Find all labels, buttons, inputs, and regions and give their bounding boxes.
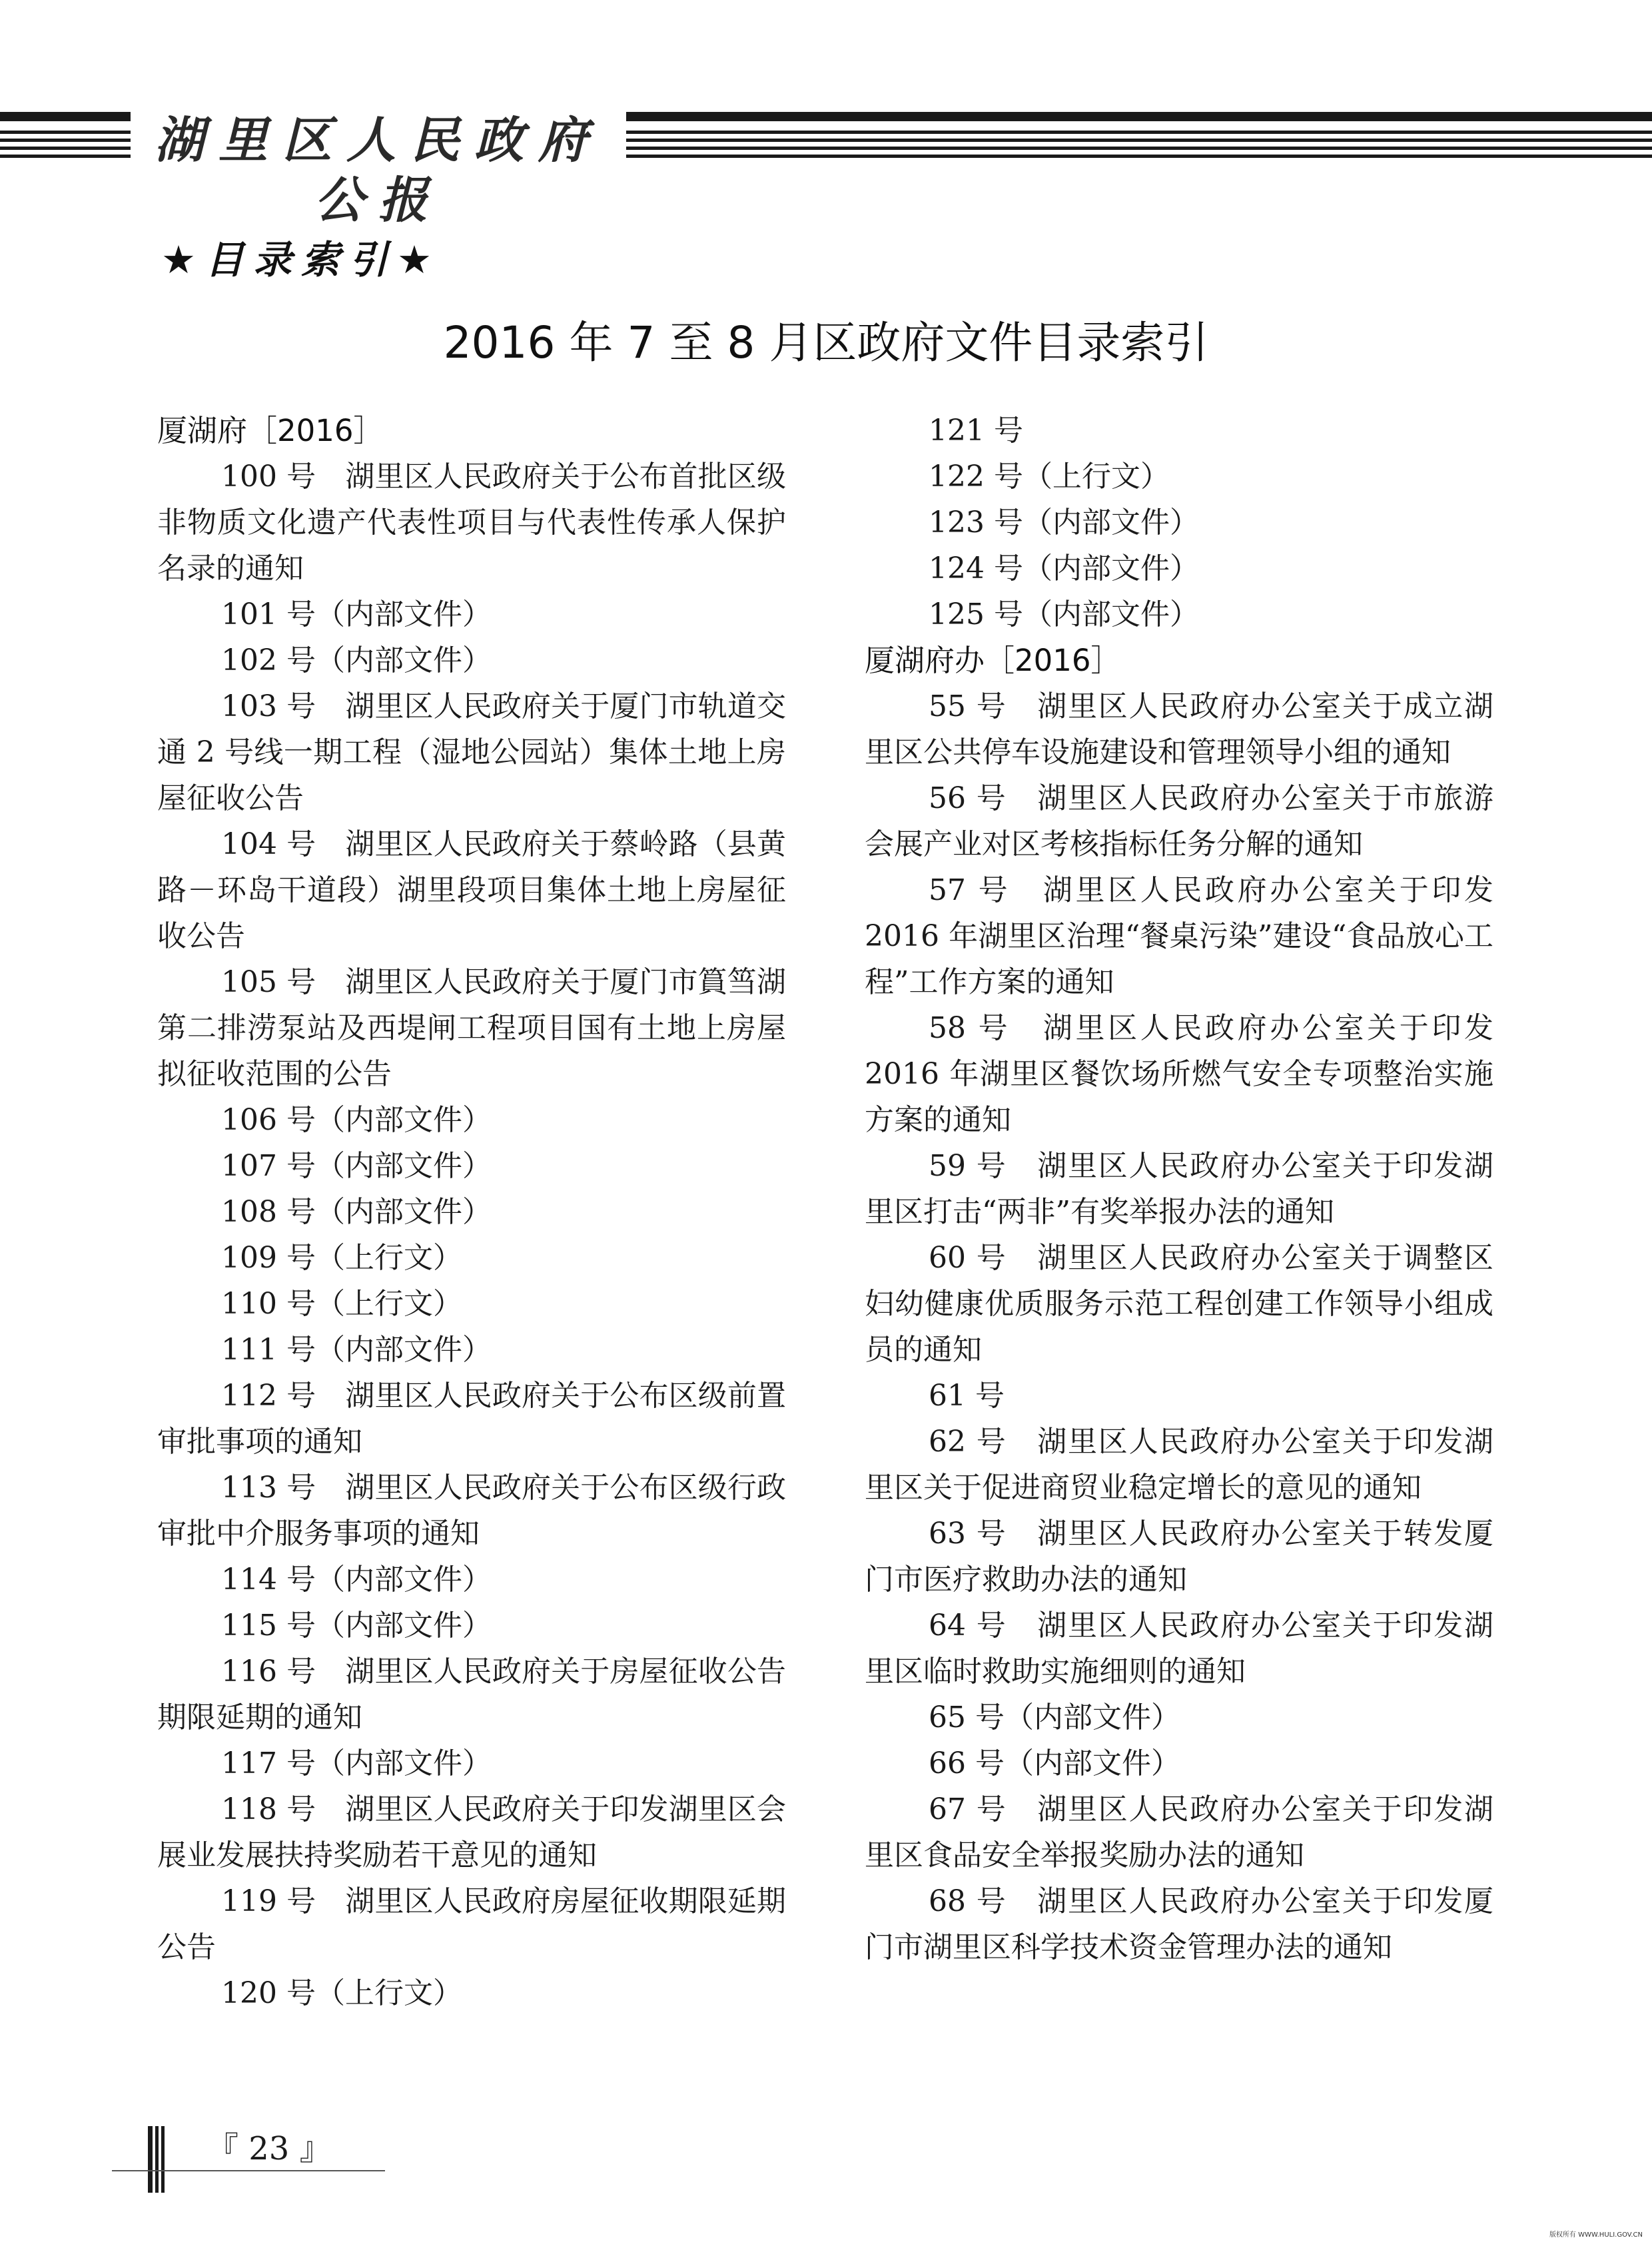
document-entry: 121 号 — [929, 414, 1023, 448]
document-entry: 114 号（内部文件） — [221, 1563, 492, 1597]
document-entry: 102 号（内部文件） — [221, 643, 492, 677]
document-entry: 125 号（内部文件） — [929, 597, 1199, 631]
document-entry: 57 号 湖里区人民政府办公室关于印发 2016 年湖里区治理“餐桌污染”建设“食品放心工程”工作方案的通知 — [865, 873, 1493, 999]
group-heading-xiahufu: 厦湖府［2016］ — [157, 413, 384, 448]
document-entry: 120 号（上行文） — [221, 1976, 462, 2010]
document-entry: 63 号 湖里区人民政府办公室关于转发厦门市医疗救助办法的通知 — [865, 1517, 1493, 1597]
document-entry: 118 号 湖里区人民政府关于印发湖里区会展业发展扶持奖励若干意见的通知 — [157, 1792, 786, 1872]
document-entry: 110 号（上行文） — [221, 1287, 462, 1321]
document-entry: 61 号 — [929, 1379, 1005, 1413]
page-title: 2016 年 7 至 8 月区政府文件目录索引 — [443, 317, 1209, 368]
document-entry: 119 号 湖里区人民政府房屋征收期限延期公告 — [157, 1884, 786, 1964]
document-entry: 60 号 湖里区人民政府办公室关于调整区妇幼健康优质服务示范工程创建工作领导小组成员的通知 — [865, 1241, 1493, 1367]
footer-rule — [112, 2170, 385, 2171]
left-column — [157, 408, 786, 2016]
copyright-notice: 版权所有 WWW.HULI.GOV.CN — [1549, 2231, 1643, 2239]
right-lead-entry-list — [865, 408, 1493, 637]
document-entry: 101 号（内部文件） — [221, 597, 492, 631]
right-entry-list — [865, 683, 1493, 1970]
document-entry: 55 号 湖里区人民政府办公室关于成立湖里区公共停车设施建设和管理领导小组的通知 — [865, 689, 1493, 769]
right-column — [865, 408, 1493, 1970]
document-entry: 112 号 湖里区人民政府关于公布区级前置审批事项的通知 — [157, 1379, 786, 1459]
document-entry: 106 号（内部文件） — [221, 1103, 492, 1137]
document-entry: 66 号（内部文件） — [929, 1746, 1180, 1780]
document-entry: 109 号（上行文） — [221, 1241, 462, 1275]
document-entry: 65 号（内部文件） — [929, 1700, 1180, 1734]
footer-bars-ornament — [148, 2126, 167, 2193]
document-entry: 122 号（上行文） — [929, 460, 1170, 494]
document-entry: 111 号（内部文件） — [221, 1333, 492, 1367]
document-entry: 113 号 湖里区人民政府关于公布区级行政审批中介服务事项的通知 — [157, 1471, 786, 1551]
document-entry: 115 号（内部文件） — [221, 1609, 492, 1643]
document-entry: 59 号 湖里区人民政府办公室关于印发湖里区打击“两非”有奖举报办法的通知 — [865, 1149, 1493, 1229]
document-entry: 105 号 湖里区人民政府关于厦门市篔筜湖第二排涝泵站及西堤闸工程项目国有土地上房屋拟征收范围的公告 — [157, 965, 786, 1091]
publication-title: 湖里区人民政府公报 — [131, 111, 626, 171]
document-entry: 58 号 湖里区人民政府办公室关于印发 2016 年湖里区餐饮场所燃气安全专项整治实施方案的通知 — [865, 1011, 1493, 1137]
document-entry: 104 号 湖里区人民政府关于蔡岭路（县黄路－环岛干道段）湖里段项目集体土地上房屋征收公告 — [157, 827, 786, 953]
section-tag: ★目录索引★ — [161, 237, 441, 282]
document-entry: 100 号 湖里区人民政府关于公布首批区级非物质文化遗产代表性项目与代表性传承人保护名录的通知 — [157, 460, 786, 585]
document-entry: 107 号（内部文件） — [221, 1149, 492, 1183]
left-entry-list — [157, 454, 786, 2016]
document-entry: 123 号（内部文件） — [929, 506, 1199, 540]
document-entry: 124 号（内部文件） — [929, 552, 1199, 585]
document-entry: 67 号 湖里区人民政府办公室关于印发湖里区食品安全举报奖励办法的通知 — [865, 1792, 1493, 1872]
document-entry: 116 号 湖里区人民政府关于房屋征收公告期限延期的通知 — [157, 1655, 786, 1734]
document-entry: 117 号（内部文件） — [221, 1746, 492, 1780]
page-number: 『 23 』 — [206, 2130, 332, 2167]
document-entry: 64 号 湖里区人民政府办公室关于印发湖里区临时救助实施细则的通知 — [865, 1609, 1493, 1688]
document-entry: 108 号（内部文件） — [221, 1195, 492, 1229]
group-heading-xiahufuban: 厦湖府办［2016］ — [865, 643, 1121, 678]
document-entry: 68 号 湖里区人民政府办公室关于印发厦门市湖里区科学技术资金管理办法的通知 — [865, 1884, 1493, 1964]
document-entry: 103 号 湖里区人民政府关于厦门市轨道交通 2 号线一期工程（湿地公园站）集体土地上房屋征收公告 — [157, 689, 786, 815]
document-entry: 62 号 湖里区人民政府办公室关于印发湖里区关于促进商贸业稳定增长的意见的通知 — [865, 1425, 1493, 1505]
document-entry: 56 号 湖里区人民政府办公室关于市旅游会展产业对区考核指标任务分解的通知 — [865, 781, 1493, 861]
